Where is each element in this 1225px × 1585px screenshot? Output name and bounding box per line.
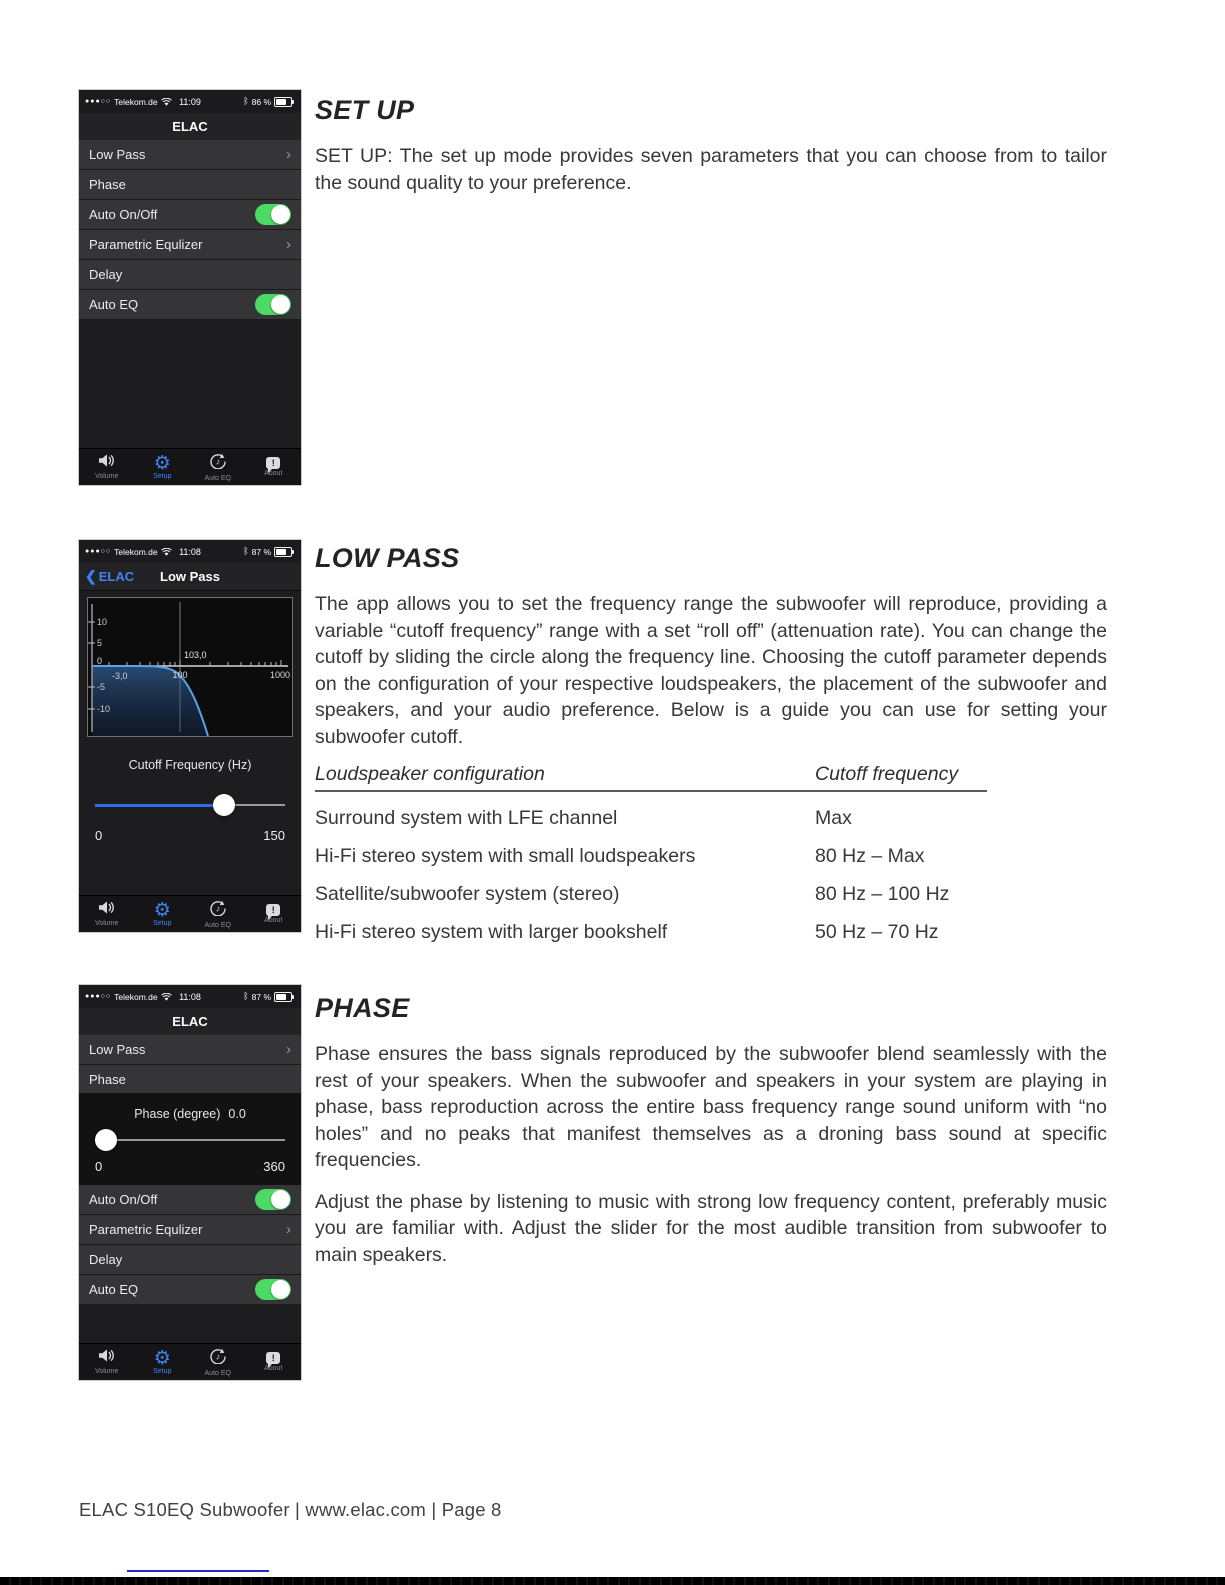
column-header: Loudspeaker configuration [315,763,545,785]
tab-auto-eq[interactable] [190,1344,246,1380]
scan-edge-artifact [0,1577,1225,1585]
config-cell: Hi-Fi stereo system with small loudspeakers [315,845,696,867]
tab-label: Auto EQ [204,474,231,482]
wifi-icon [161,543,172,561]
tab-label: About [264,917,283,924]
row-auto-eq[interactable] [79,290,301,320]
row-low-pass[interactable] [79,1035,301,1065]
auto-eq-icon [210,900,226,921]
row-label: Delay [89,1252,123,1267]
status-bar [79,985,301,1008]
config-cell: Satellite/subwoofer system (stereo) [315,883,620,905]
column-header: Cutoff frequency [815,763,959,785]
slider-min-label: 0 [95,828,103,843]
cutoff-frequency-value: 103,0 [184,650,207,660]
row-auto-eq[interactable] [79,1275,301,1305]
slider-knob[interactable] [213,794,235,816]
row-phase[interactable] [79,170,301,200]
tab-label: Auto EQ [204,921,231,929]
section-phase [315,993,1107,1268]
auto-eq-icon [210,1348,226,1369]
row-auto-on-off[interactable] [79,200,301,230]
tab-setup[interactable] [135,449,191,485]
row-label: Low Pass [89,147,146,162]
battery-icon [274,547,292,557]
y-tick-0: 0 [97,656,103,666]
table-header-row [315,763,987,792]
row-parametric-equalizer[interactable] [79,230,301,260]
section-body: The app allows you to set the frequency range the subwoofer will reproduce, providing a variable “cutoff frequency” range with a set “roll off” (attenuation rate). You can change the cutoff by sliding the circle along the frequency line. Choosing the cutoff parameter depends on the configuration of your respective loudspeakers, the placement of the subwoofer and speakers, and your audio preference. Below is a guide you can use for setting your subwoofer cutoff. [315,593,1107,748]
battery-icon [274,992,292,1002]
chevron-right-icon: › [286,146,291,163]
svg-text:♪: ♪ [215,456,221,467]
slider-max-label: 150 [263,828,285,843]
section-heading: SET UP [315,95,415,125]
section-setup [315,95,1107,196]
attenuation-level-value: -3,0 [112,671,128,681]
tab-volume[interactable] [79,896,135,932]
tab-volume[interactable] [79,1344,135,1380]
y-tick-neg5: -5 [97,682,106,692]
volume-icon [98,1349,115,1367]
clock: 11:08 [179,991,201,1002]
auto-eq-icon [210,453,226,474]
tab-label: Setup [153,1367,172,1375]
y-tick-5: 5 [97,638,103,648]
carrier-label: Telekom.de [114,991,158,1002]
section-heading: PHASE [315,993,410,1023]
auto-eq-toggle[interactable] [255,294,291,315]
status-bar [79,90,301,113]
section-body: Adjust the phase by listening to music with strong low frequency content, preferably music you are familiar with. Adjust the slider for the most audible transition from subwoofer to main speakers. [315,1190,1107,1266]
table-row [315,882,987,906]
freq-cell: 80 Hz – 100 Hz [815,883,950,905]
row-label: Parametric Equlizer [89,237,203,252]
config-cell: Surround system with LFE channel [315,807,618,829]
cutoff-guide-table [315,763,987,944]
tab-label: Setup [153,919,172,927]
page-footer: ELAC S10EQ Subwoofer | www.elac.com | Page 8 [79,1499,502,1520]
y-tick-10: 10 [97,617,108,627]
table-row [315,920,987,944]
x-tick-1000: 1000 [269,670,291,680]
section-low-pass [315,543,1107,944]
phase-slider[interactable] [95,1129,285,1151]
wifi-icon [161,93,172,111]
nav-bar [79,1008,301,1036]
bluetooth-icon: ᛒ [243,991,249,1002]
screenshot-phase [79,985,301,1380]
gear-icon: ⚙ [153,1346,171,1369]
freq-cell: Max [815,807,852,829]
nav-title: Low Pass [160,569,220,584]
row-label: Auto On/Off [89,207,158,222]
auto-on-off-toggle[interactable] [255,204,291,225]
gear-icon: ⚙ [153,451,171,474]
battery-percent: 86 % [251,96,271,107]
tab-label: Volume [95,920,119,927]
battery-icon [274,97,292,107]
signal-strength-icon: ●●●○○ [85,548,112,555]
row-label: Delay [89,267,123,282]
carrier-label: Telekom.de [114,96,158,107]
nav-title: ELAC [172,119,208,134]
gear-icon: ⚙ [153,898,171,921]
y-tick-neg10: -10 [97,704,111,714]
tab-label: Setup [153,472,172,480]
battery-percent: 87 % [251,546,271,557]
tab-bar [79,895,301,932]
about-icon: ! [266,904,280,916]
tab-bar [79,1343,301,1380]
row-low-pass[interactable] [79,140,301,170]
table-row [315,844,987,868]
bluetooth-icon: ᛒ [243,96,249,107]
phase-degree-label: Phase (degree) [134,1107,221,1121]
svg-text:♪: ♪ [215,903,221,914]
tab-about[interactable] [246,1344,302,1380]
carrier-label: Telekom.de [114,546,158,557]
tab-label: About [264,1365,283,1372]
clock: 11:09 [179,96,201,107]
row-label: Auto On/Off [89,1192,158,1207]
clock: 11:08 [179,546,201,557]
link-underline [127,1570,269,1572]
svg-text:♪: ♪ [215,1351,221,1362]
tab-label: Volume [95,473,119,480]
chevron-right-icon: › [286,236,291,253]
tab-setup[interactable] [135,1344,191,1380]
battery-percent: 87 % [251,991,271,1002]
tab-bar [79,448,301,485]
chevron-left-icon: ❮ [85,568,97,584]
wifi-icon [161,988,172,1006]
nav-title: ELAC [172,1014,208,1029]
cutoff-frequency-label: Cutoff Frequency (Hz) [128,758,252,772]
freq-cell: 50 Hz – 70 Hz [815,921,939,943]
x-tick-100: 100 [172,670,188,680]
volume-icon [98,901,115,919]
signal-strength-icon: ●●●○○ [85,993,112,1000]
tab-about[interactable] [246,896,302,932]
tab-auto-eq[interactable] [190,896,246,932]
tab-label: Volume [95,1368,119,1375]
volume-icon [98,454,115,472]
nav-bar [79,563,301,591]
status-bar [79,540,301,563]
chevron-right-icon: › [286,1041,291,1058]
slider-fill [95,804,224,807]
tab-setup[interactable] [135,896,191,932]
row-delay[interactable] [79,1245,301,1275]
screenshot-low-pass [79,540,301,932]
slider-knob[interactable] [95,1129,117,1151]
config-cell: Hi-Fi stereo system with larger bookshelf [315,921,668,943]
cutoff-frequency-slider[interactable] [95,794,285,816]
slider-min-label: 0 [95,1159,103,1174]
about-icon: ! [266,1352,280,1364]
section-heading: LOW PASS [315,543,460,573]
screenshot-setup [79,90,301,485]
about-icon: ! [266,457,280,469]
row-label: Phase [89,1072,126,1087]
chevron-right-icon: › [286,1221,291,1238]
section-body: Phase ensures the bass signals reproduced by the subwoofer blend seamlessly with the rest of your speakers. When the subwoofer and speakers in your system are playing in phase, bass reproduction across the entire bass frequency range sound uniform with “no holes” and no peaks that manifest themselves as a droning bass sound at specific frequencies. [315,1043,1107,1171]
phase-degree-value: 0.0 [228,1107,246,1121]
tab-label: Auto EQ [204,1369,231,1377]
back-button[interactable] [85,568,134,585]
auto-on-off-toggle[interactable] [255,1189,291,1210]
row-auto-on-off[interactable] [79,1185,301,1215]
auto-eq-toggle[interactable] [255,1279,291,1300]
table-row [315,806,987,830]
row-delay[interactable] [79,260,301,290]
phase-panel [79,1093,301,1185]
freq-cell: 80 Hz – Max [815,845,925,867]
back-label: ELAC [98,569,135,584]
slider-track[interactable] [95,1139,285,1141]
row-label: Low Pass [89,1042,146,1057]
tab-volume[interactable] [79,449,135,485]
row-label: Parametric Equlizer [89,1222,203,1237]
row-parametric-equalizer[interactable] [79,1215,301,1245]
row-label: Phase [89,177,126,192]
nav-bar [79,113,301,141]
row-label: Auto EQ [89,297,139,312]
tab-label: About [264,470,283,477]
row-phase[interactable] [79,1065,301,1095]
signal-strength-icon: ●●●○○ [85,98,112,105]
section-body: SET UP: The set up mode provides seven parameters that you can choose from to tailor the sound quality to your preference. [315,145,1107,194]
slider-max-label: 360 [263,1159,285,1174]
bluetooth-icon: ᛒ [243,546,249,557]
tab-about[interactable] [246,449,302,485]
low-pass-response-graph [87,597,293,737]
row-label: Auto EQ [89,1282,139,1297]
tab-auto-eq[interactable] [190,449,246,485]
